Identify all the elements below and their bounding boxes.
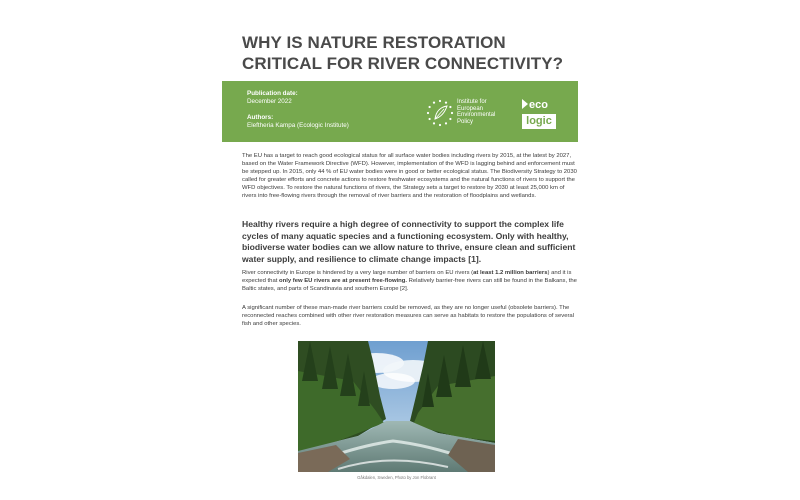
barriers-text-c: Relatively barrier-free rivers can still be found in the Balkans, the Baltic states, and parts of Scandinavia and southern Europe [2].: [242, 278, 577, 292]
barriers-paragraph: [242, 269, 578, 293]
ieep-logo: [425, 98, 513, 128]
publication-meta: [247, 90, 417, 130]
ieep-name: [457, 99, 517, 125]
barriers-bold-b: only few EU rivers are at present free-flowing.: [279, 278, 408, 284]
river-photo: [298, 341, 495, 472]
authors-label: Authors:: [247, 114, 274, 121]
barriers-text-a: River connectivity in Europe is hindered by a very large number of barriers on EU rivers (: [242, 270, 474, 276]
barriers-bold-a: at least 1.2 million barriers: [473, 270, 548, 276]
document-title: [242, 32, 572, 74]
removal-paragraph: A significant number of these man-made river barriers could be removed, as they are no longer useful (obsolete barriers). The reconnected reaches combined with other river restoration measures can serve as habitats to restore the populations of several fish and other species.: [242, 305, 575, 327]
ecologic-logo: [522, 98, 556, 130]
river-landscape-image: [298, 341, 495, 472]
authors-value: Eleftheria Kampa (Ecologic Institute): [247, 122, 349, 129]
lead-paragraph: Healthy rivers require a high degree of connectivity to support the complex life cycles of many aquatic species and a functioning ecosystem. Only with healthy, biodiverse water bodies can we allow nature to thrive, ensure clean and sufficient water supply, and resilience to climate change impacts [1].: [242, 219, 576, 264]
document-page: [222, 0, 578, 500]
ecologic-triangle-icon: [522, 99, 528, 109]
ieep-line-1: Institute for: [457, 99, 487, 105]
intro-paragraph: The EU has a target to reach good ecological status for all surface water bodies including rivers by 2015, at the latest by 2027, based on the Water Framework Directive (WFD). However, implementation of the WFD is lagging behind and enforcement must be stepped up. In 2015, only 44 % of EU water bodies were in good or better ecological status. The Biodiversity Strategy to 2030 called for greater efforts and concrete actions to restore freshwater ecosystems and the natural functions of rivers to support the WFD objectives. To restore the natural functions of rivers, the Strategy sets a target to restore by 2030 at least 25,000 km of rivers into free-flowing rivers through the removal of river barriers and the restoration of floodplains and wetlands.: [242, 153, 577, 199]
title-line-2: CRITICAL FOR RIVER CONNECTIVITY?: [242, 54, 564, 73]
ecologic-logo-top: [522, 98, 556, 112]
ieep-line-4: Policy: [457, 118, 474, 125]
ecologic-eco-text: eco: [529, 99, 548, 111]
barriers-text-b: ) and it is expected that: [242, 270, 572, 284]
title-line-1: WHY IS NATURE RESTORATION: [242, 33, 506, 52]
publication-date-label: Publication date:: [247, 90, 298, 97]
photo-caption: Gåkdalen, Sweden, Photo by Jon Flobrant: [357, 475, 436, 480]
ieep-line-3: Environmental: [457, 112, 496, 119]
ieep-line-2: European: [457, 105, 484, 112]
publication-date-value: December 2022: [247, 98, 292, 105]
ecologic-logo-bottom: logic: [522, 114, 556, 129]
info-banner: [222, 81, 578, 142]
eu-stars-leaf-icon: [425, 98, 455, 128]
